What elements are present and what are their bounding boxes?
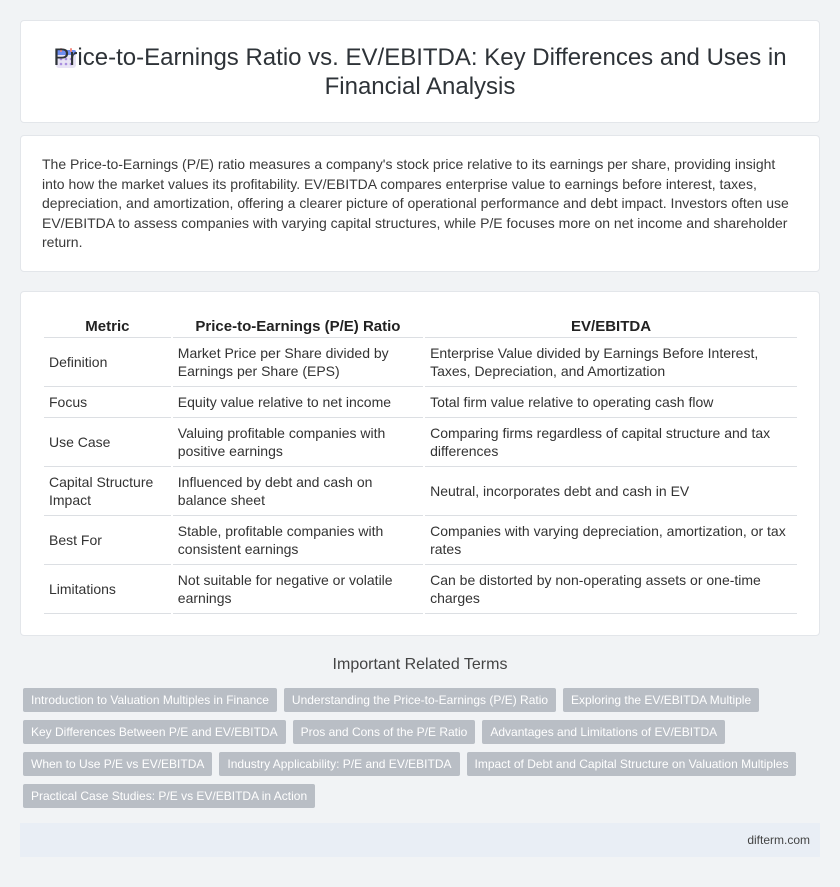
related-term-tag[interactable]: Understanding the Price-to-Earnings (P/E) Ratio (284, 688, 556, 712)
table-cell-pe: Not suitable for negative or volatile earnings (173, 565, 423, 614)
footer-site-link[interactable]: difterm.com (747, 833, 810, 847)
comparison-table-card (20, 291, 820, 636)
table-cell-evebitda: Comparing firms regardless of capital structure and tax differences (425, 418, 797, 467)
related-term-tag[interactable]: Exploring the EV/EBITDA Multiple (563, 688, 759, 712)
related-term-tag[interactable]: When to Use P/E vs EV/EBITDA (23, 752, 212, 776)
table-header-row (44, 314, 797, 338)
related-term-tag[interactable]: Key Differences Between P/E and EV/EBITDA (23, 720, 286, 744)
table-cell-evebitda: Enterprise Value divided by Earnings Before Interest, Taxes, Depreciation, and Amortization (425, 338, 797, 387)
intro-card (20, 135, 820, 272)
related-term-tag[interactable]: Industry Applicability: P/E and EV/EBITDA (219, 752, 459, 776)
table-row (44, 418, 797, 467)
related-term-tag[interactable]: Pros and Cons of the P/E Ratio (293, 720, 476, 744)
column-header-evebitda: EV/EBITDA (425, 314, 797, 338)
table-row (44, 565, 797, 614)
table-cell-pe: Valuing profitable companies with positive earnings (173, 418, 423, 467)
table-row (44, 387, 797, 418)
table-cell-evebitda: Neutral, incorporates debt and cash in EV (425, 467, 797, 516)
table-cell-metric: Definition (44, 338, 171, 387)
related-term-tag[interactable]: Practical Case Studies: P/E vs EV/EBITDA in Action (23, 784, 315, 808)
table-row (44, 467, 797, 516)
table-cell-evebitda: Companies with varying depreciation, amortization, or tax rates (425, 516, 797, 565)
table-cell-metric: Use Case (44, 418, 171, 467)
column-header-metric: Metric (44, 314, 171, 338)
table-cell-metric: Focus (44, 387, 171, 418)
related-terms-list (23, 688, 823, 816)
table-cell-pe: Market Price per Share divided by Earnings per Share (EPS) (173, 338, 423, 387)
table-row (44, 516, 797, 565)
related-term-tag[interactable]: Introduction to Valuation Multiples in Finance (23, 688, 277, 712)
table-cell-pe: Influenced by debt and cash on balance sheet (173, 467, 423, 516)
table-cell-metric: Limitations (44, 565, 171, 614)
table-cell-evebitda: Can be distorted by non-operating assets or one-time charges (425, 565, 797, 614)
related-terms-heading: Important Related Terms (332, 656, 508, 673)
table-cell-evebitda: Total firm value relative to operating cash flow (425, 387, 797, 418)
table-cell-metric: Best For (44, 516, 171, 565)
page-title: Price-to-Earnings Ratio vs. EV/EBITDA: Key Differences and Uses in Financial Analysis (53, 44, 787, 100)
table-cell-pe: Equity value relative to net income (173, 387, 423, 418)
column-header-pe: Price-to-Earnings (P/E) Ratio (173, 314, 423, 338)
comparison-table (42, 314, 799, 614)
table-row (44, 338, 797, 387)
table-cell-metric: Capital Structure Impact (44, 467, 171, 516)
related-term-tag[interactable]: Impact of Debt and Capital Structure on Valuation Multiples (467, 752, 797, 776)
footer (20, 823, 820, 857)
intro-paragraph: The Price-to-Earnings (P/E) ratio measures a company's stock price relative to its earnings per share, providing insight into how the market values its profitability. EV/EBITDA compares enterprise value to earnings before interest, taxes, depreciation, and amortization, offering a clearer picture of operational performance and debt impact. Investors often use EV/EBITDA to assess companies with varying capital structures, while P/E focuses more on net income and shareholder return. (42, 156, 789, 251)
related-term-tag[interactable]: Advantages and Limitations of EV/EBITDA (482, 720, 725, 744)
table-cell-pe: Stable, profitable companies with consistent earnings (173, 516, 423, 565)
header-card (20, 20, 820, 123)
